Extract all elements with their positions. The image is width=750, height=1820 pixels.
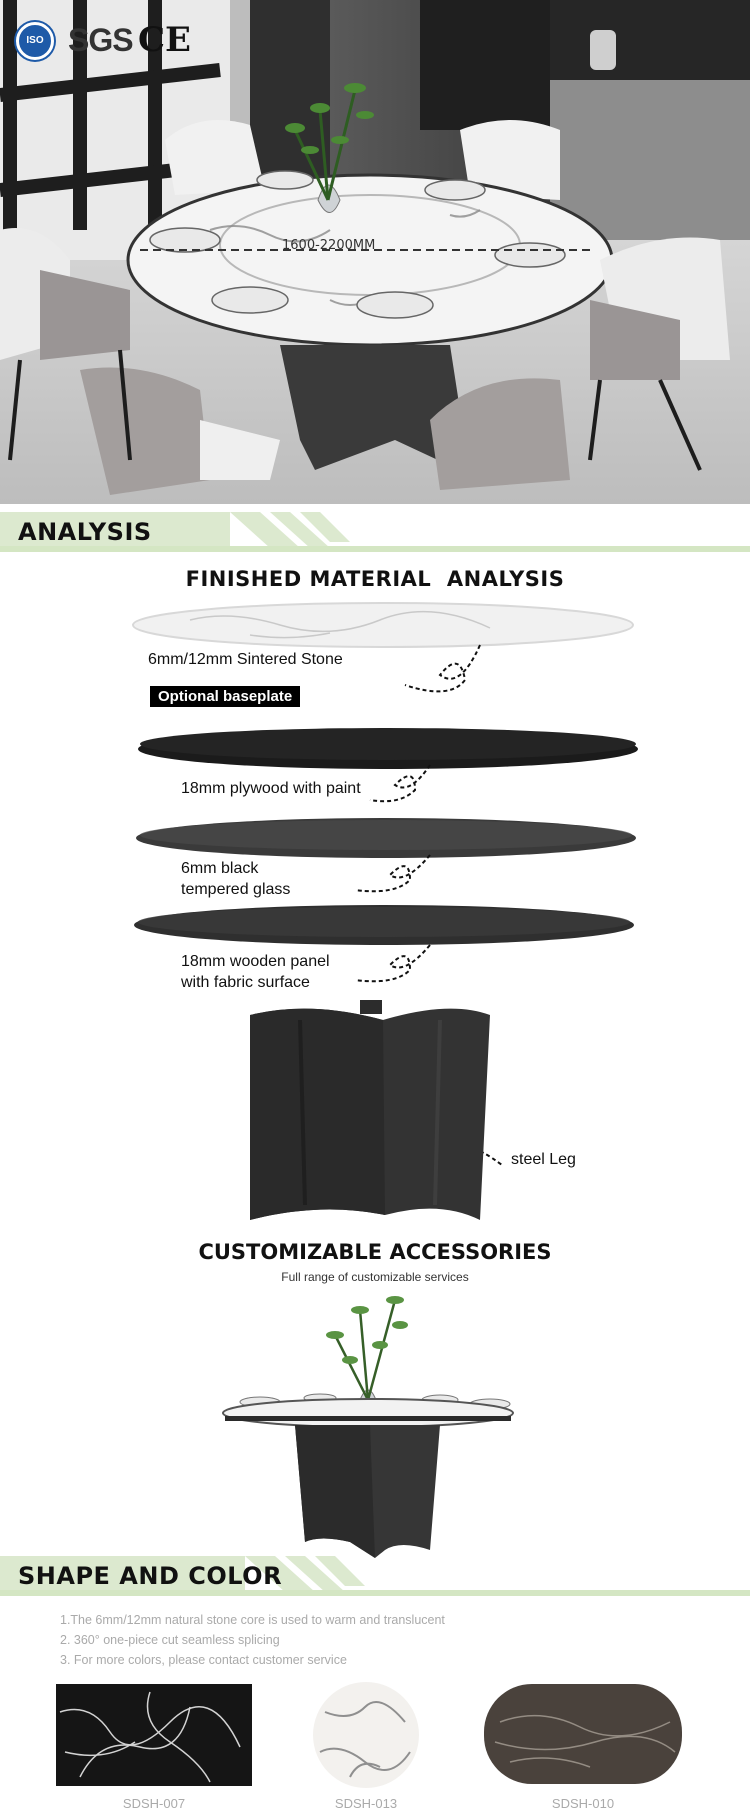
label-tempered-glass-line2: tempered glass: [181, 881, 291, 898]
steel-leg-shape: [250, 1000, 490, 1220]
shape-note-2: 2. 360° one-piece cut seamless splicing: [60, 1633, 280, 1647]
material-analysis-title: FINISHED MATERIAL ANALYSIS: [185, 567, 565, 591]
label-tempered-glass-line1: 6mm black: [181, 860, 259, 877]
shape-color-banner-title: SHAPE AND COLOR: [18, 1562, 283, 1590]
label-fabric-panel-line2: with fabric surface: [181, 974, 310, 991]
accessories-subtitle: Full range of customizable services: [281, 1270, 469, 1284]
shape-color-banner: [0, 1556, 750, 1596]
accessories-title: CUSTOMIZABLE ACCESSORIES: [198, 1240, 552, 1264]
shape-note-1: 1.The 6mm/12mm natural stone core is used to warm and translucent: [60, 1613, 445, 1627]
swatch-label-sdsh-013: SDSH-013: [334, 1796, 398, 1811]
label-steel-leg: steel Leg: [511, 1151, 576, 1168]
color-swatches: [0, 1682, 750, 1792]
table-product-illustration: [0, 1280, 750, 1560]
exploded-layers-diagram: [0, 590, 750, 1290]
swatch-sdsh-010: [484, 1684, 682, 1784]
label-tempered-glass: [181, 858, 290, 900]
sintered-stone-layer: [133, 603, 633, 647]
swatch-sdsh-007: [56, 1684, 252, 1786]
swatch-label-sdsh-007: SDSH-007: [122, 1796, 186, 1811]
swatch-sdsh-013: [313, 1682, 419, 1788]
iso-logo-text: ISO: [26, 35, 44, 46]
label-plywood: 18mm plywood with paint: [181, 780, 361, 797]
label-optional-baseplate: Optional baseplate: [150, 686, 300, 707]
ce-logo: CE: [138, 20, 191, 60]
iso-logo: [16, 22, 54, 60]
label-sintered-stone: 6mm/12mm Sintered Stone: [148, 651, 343, 668]
shape-note-3: 3. For more colors, please contact customer service: [60, 1653, 347, 1667]
analysis-banner-title: ANALYSIS: [18, 518, 152, 546]
analysis-banner: [0, 512, 750, 552]
label-fabric-panel: [181, 951, 330, 993]
label-fabric-panel-line1: 18mm wooden panel: [181, 953, 330, 970]
hero-photo: [0, 0, 750, 504]
sgs-logo: SGS: [68, 22, 133, 58]
swatch-label-sdsh-010: SDSH-010: [551, 1796, 615, 1811]
table-dimension-label: 1600-2200MM: [282, 238, 376, 253]
